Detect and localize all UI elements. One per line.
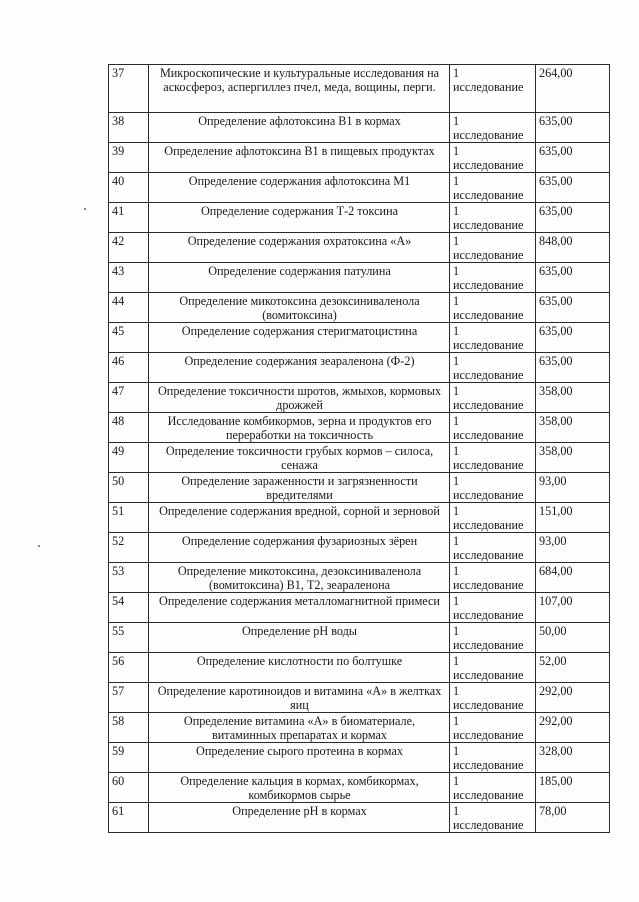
unit-count: 1: [453, 504, 460, 518]
unit-cell: [450, 713, 536, 743]
unit-count: 1: [453, 564, 460, 578]
row-number: 45: [109, 323, 149, 353]
service-name: Определение зараженности и загрязненности вредителями: [149, 473, 450, 503]
service-name: Определение токсичности шротов, жмыхов, кормовых дрожжей: [149, 383, 450, 413]
row-number: 40: [109, 173, 149, 203]
unit-count: 1: [453, 774, 460, 788]
service-name: Определение сырого протеина в кормах: [149, 743, 450, 773]
row-number: 37: [109, 65, 149, 113]
price-value: 635,00: [536, 203, 610, 233]
unit-count: 1: [453, 294, 460, 308]
unit-label: исследование: [453, 698, 524, 712]
service-name: Определение афлотоксина В1 в пищевых продуктах: [149, 143, 450, 173]
table-row: [109, 353, 610, 383]
unit-cell: [450, 323, 536, 353]
table-row: [109, 773, 610, 803]
unit-count: 1: [453, 354, 460, 368]
service-name: Определение содержания стеригматоцистина: [149, 323, 450, 353]
price-value: 635,00: [536, 353, 610, 383]
unit-count: 1: [453, 384, 460, 398]
unit-label: исследование: [453, 668, 524, 682]
service-name: Определение кислотности по болтушке: [149, 653, 450, 683]
row-number: 54: [109, 593, 149, 623]
unit-count: 1: [453, 654, 460, 668]
row-number: 43: [109, 263, 149, 293]
unit-count: 1: [453, 594, 460, 608]
service-name: Определение содержания металломагнитной примеси: [149, 593, 450, 623]
unit-cell: [450, 443, 536, 473]
price-value: 292,00: [536, 683, 610, 713]
price-list-table: [108, 64, 610, 833]
price-list-body: [109, 65, 610, 833]
unit-cell: [450, 113, 536, 143]
price-value: 50,00: [536, 623, 610, 653]
unit-count: 1: [453, 474, 460, 488]
row-number: 61: [109, 803, 149, 833]
service-name: Определение микотоксина, дезоксиниваленола (вомитоксина) В1, Т2, зеараленона: [149, 563, 450, 593]
price-value: 358,00: [536, 413, 610, 443]
unit-count: 1: [453, 324, 460, 338]
price-value: 78,00: [536, 803, 610, 833]
unit-count: 1: [453, 204, 460, 218]
service-name: Определение содержания патулина: [149, 263, 450, 293]
row-number: 58: [109, 713, 149, 743]
table-row: [109, 473, 610, 503]
unit-count: 1: [453, 624, 460, 638]
unit-cell: [450, 413, 536, 443]
table-row: [109, 653, 610, 683]
price-value: 635,00: [536, 293, 610, 323]
unit-count: 1: [453, 174, 460, 188]
unit-label: исследование: [453, 338, 524, 352]
price-value: 358,00: [536, 443, 610, 473]
unit-label: исследование: [453, 278, 524, 292]
price-value: 635,00: [536, 323, 610, 353]
unit-label: исследование: [453, 458, 524, 472]
unit-label: исследование: [453, 188, 524, 202]
unit-cell: [450, 233, 536, 263]
price-value: 358,00: [536, 383, 610, 413]
unit-count: 1: [453, 114, 460, 128]
row-number: 39: [109, 143, 149, 173]
row-number: 48: [109, 413, 149, 443]
unit-label: исследование: [453, 80, 524, 94]
unit-count: 1: [453, 804, 460, 818]
unit-count: 1: [453, 144, 460, 158]
row-number: 38: [109, 113, 149, 143]
unit-label: исследование: [453, 818, 524, 832]
table-row: [109, 503, 610, 533]
unit-cell: [450, 473, 536, 503]
unit-label: исследование: [453, 128, 524, 142]
service-name: Исследование комбикормов, зерна и продуктов его переработки на токсичность: [149, 413, 450, 443]
price-value: 93,00: [536, 533, 610, 563]
unit-label: исследование: [453, 308, 524, 322]
table-row: [109, 683, 610, 713]
table-row: [109, 743, 610, 773]
unit-count: 1: [453, 66, 460, 80]
unit-count: 1: [453, 744, 460, 758]
table-row: [109, 593, 610, 623]
row-number: 57: [109, 683, 149, 713]
table-row: [109, 803, 610, 833]
price-value: 264,00: [536, 65, 610, 113]
price-value: 684,00: [536, 563, 610, 593]
table-row: [109, 113, 610, 143]
unit-cell: [450, 593, 536, 623]
row-number: 52: [109, 533, 149, 563]
service-name: Определение токсичности грубых кормов – силоса, сенажа: [149, 443, 450, 473]
price-value: 635,00: [536, 143, 610, 173]
unit-label: исследование: [453, 428, 524, 442]
table-row: [109, 203, 610, 233]
row-number: 49: [109, 443, 149, 473]
unit-label: исследование: [453, 638, 524, 652]
service-name: Определение содержания вредной, сорной и зерновой: [149, 503, 450, 533]
row-number: 51: [109, 503, 149, 533]
unit-cell: [450, 65, 536, 113]
unit-cell: [450, 263, 536, 293]
unit-cell: [450, 203, 536, 233]
unit-label: исследование: [453, 578, 524, 592]
service-name: Определение каротиноидов и витамина «А» в желтках яиц: [149, 683, 450, 713]
price-value: 635,00: [536, 263, 610, 293]
row-number: 60: [109, 773, 149, 803]
table-row: [109, 233, 610, 263]
unit-cell: [450, 743, 536, 773]
table-row: [109, 563, 610, 593]
unit-cell: [450, 683, 536, 713]
table-row: [109, 173, 610, 203]
row-number: 42: [109, 233, 149, 263]
price-value: 635,00: [536, 173, 610, 203]
service-name: Определение содержания Т-2 токсина: [149, 203, 450, 233]
scan-speck: [84, 208, 86, 210]
unit-cell: [450, 293, 536, 323]
row-number: 47: [109, 383, 149, 413]
service-name: Определение содержания зеараленона (Ф-2): [149, 353, 450, 383]
service-name: Микроскопические и культуральные исследования на аскосфероз, аспергиллез пчел, меда, вощины, перги.: [149, 65, 450, 113]
table-row: [109, 413, 610, 443]
row-number: 44: [109, 293, 149, 323]
unit-cell: [450, 803, 536, 833]
unit-cell: [450, 503, 536, 533]
table-row: [109, 65, 610, 113]
price-value: 52,00: [536, 653, 610, 683]
table-row: [109, 143, 610, 173]
unit-cell: [450, 143, 536, 173]
price-value: 107,00: [536, 593, 610, 623]
row-number: 55: [109, 623, 149, 653]
unit-count: 1: [453, 684, 460, 698]
table-row: [109, 293, 610, 323]
table-row: [109, 533, 610, 563]
row-number: 53: [109, 563, 149, 593]
unit-label: исследование: [453, 248, 524, 262]
unit-label: исследование: [453, 368, 524, 382]
table-row: [109, 263, 610, 293]
table-row: [109, 623, 610, 653]
price-value: 151,00: [536, 503, 610, 533]
service-name: Определение содержания охратоксина «А»: [149, 233, 450, 263]
unit-count: 1: [453, 414, 460, 428]
unit-label: исследование: [453, 788, 524, 802]
unit-cell: [450, 623, 536, 653]
unit-count: 1: [453, 264, 460, 278]
scan-speck: [38, 545, 40, 547]
row-number: 50: [109, 473, 149, 503]
service-name: Определение микотоксина дезоксиниваленола (вомитоксина): [149, 293, 450, 323]
unit-count: 1: [453, 534, 460, 548]
price-value: 328,00: [536, 743, 610, 773]
service-name: Определение pH воды: [149, 623, 450, 653]
price-value: 93,00: [536, 473, 610, 503]
unit-label: исследование: [453, 548, 524, 562]
table-row: [109, 443, 610, 473]
unit-count: 1: [453, 444, 460, 458]
unit-count: 1: [453, 714, 460, 728]
price-value: 185,00: [536, 773, 610, 803]
unit-cell: [450, 563, 536, 593]
unit-cell: [450, 173, 536, 203]
unit-cell: [450, 353, 536, 383]
service-name: Определение содержания афлотоксина М1: [149, 173, 450, 203]
row-number: 46: [109, 353, 149, 383]
table-row: [109, 383, 610, 413]
unit-count: 1: [453, 234, 460, 248]
price-value: 635,00: [536, 113, 610, 143]
unit-label: исследование: [453, 488, 524, 502]
service-name: Определение содержания фузариозных зёрен: [149, 533, 450, 563]
row-number: 56: [109, 653, 149, 683]
row-number: 59: [109, 743, 149, 773]
unit-cell: [450, 533, 536, 563]
unit-cell: [450, 383, 536, 413]
unit-label: исследование: [453, 218, 524, 232]
row-number: 41: [109, 203, 149, 233]
unit-label: исследование: [453, 518, 524, 532]
unit-cell: [450, 653, 536, 683]
price-value: 848,00: [536, 233, 610, 263]
unit-label: исследование: [453, 758, 524, 772]
service-name: Определение афлотоксина В1 в кормах: [149, 113, 450, 143]
unit-label: исследование: [453, 728, 524, 742]
price-value: 292,00: [536, 713, 610, 743]
table-row: [109, 323, 610, 353]
service-name: Определение pH в кормах: [149, 803, 450, 833]
unit-label: исследование: [453, 398, 524, 412]
unit-label: исследование: [453, 158, 524, 172]
service-name: Определение витамина «А» в биоматериале, витаминных препаратах и кормах: [149, 713, 450, 743]
unit-cell: [450, 773, 536, 803]
service-name: Определение кальция в кормах, комбикормах, комбикормов сырье: [149, 773, 450, 803]
unit-label: исследование: [453, 608, 524, 622]
table-row: [109, 713, 610, 743]
